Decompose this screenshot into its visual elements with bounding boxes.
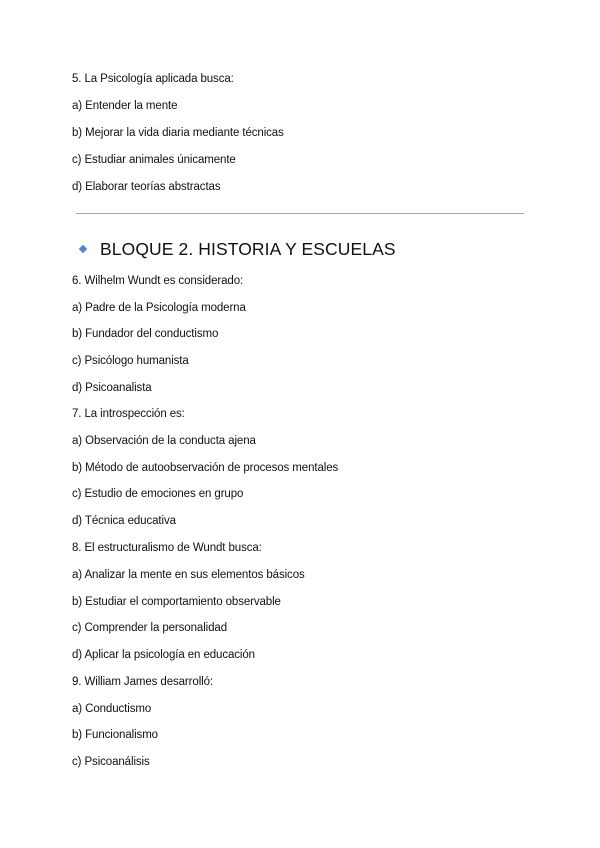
question-8-option-d: d) Aplicar la psicología en educación	[72, 649, 255, 661]
question-5-option-c: c) Estudiar animales únicamente	[72, 154, 236, 166]
question-8-text: 8. El estructuralismo de Wundt busca:	[72, 542, 262, 554]
question-8-option-a: a) Analizar la mente en sus elementos básicos	[72, 569, 305, 581]
question-8-option-b: b) Estudiar el comportamiento observable	[72, 596, 281, 608]
question-6-option-b: b) Fundador del conductismo	[72, 328, 219, 340]
question-5-option-b: b) Mejorar la vida diaria mediante técnicas	[72, 127, 284, 139]
question-6-text: 6. Wilhelm Wundt es considerado:	[72, 275, 244, 287]
question-9-option-a: a) Conductismo	[72, 703, 152, 715]
question-7-option-d: d) Técnica educativa	[72, 515, 176, 527]
question-7-option-a: a) Observación de la conducta ajena	[72, 435, 256, 447]
question-5-option-d: d) Elaborar teorías abstractas	[72, 181, 221, 193]
question-7-text: 7. La introspección es:	[72, 408, 185, 420]
question-6-option-d: d) Psicoanalista	[72, 382, 152, 394]
section-heading	[78, 238, 396, 260]
question-5-text: 5. La Psicología aplicada busca:	[72, 73, 234, 85]
section-heading-text: BLOQUE 2. HISTORIA Y ESCUELAS	[100, 238, 396, 259]
question-7-option-c: c) Estudio de emociones en grupo	[72, 488, 244, 500]
question-5-option-a: a) Entender la mente	[72, 100, 178, 112]
question-9-option-b: b) Funcionalismo	[72, 729, 158, 741]
section-divider	[76, 213, 524, 214]
question-7-option-b: b) Método de autoobservación de procesos mentales	[72, 462, 339, 474]
question-8-option-c: c) Comprender la personalidad	[72, 622, 227, 634]
question-6-option-a: a) Padre de la Psicología moderna	[72, 302, 246, 314]
diamond-bullet-icon	[79, 245, 87, 253]
question-9-option-c: c) Psicoanálisis	[72, 756, 150, 768]
question-6-option-c: c) Psicólogo humanista	[72, 355, 189, 367]
question-9-text: 9. William James desarrolló:	[72, 676, 213, 688]
